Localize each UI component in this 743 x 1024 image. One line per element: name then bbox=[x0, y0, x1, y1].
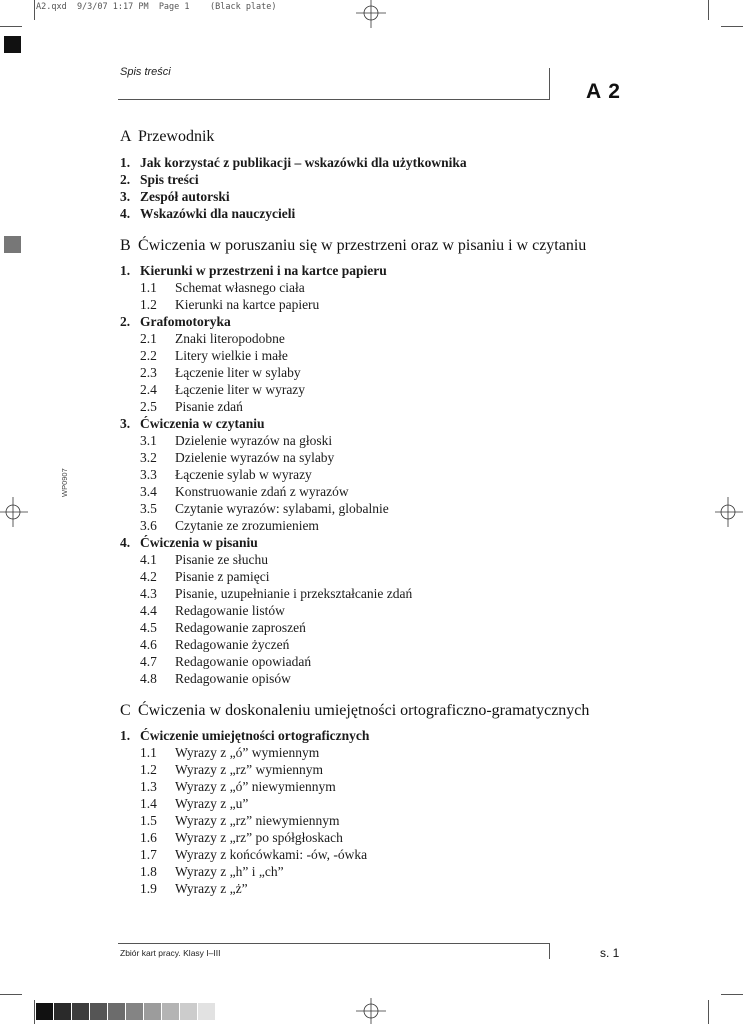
document-code: A 2 bbox=[586, 80, 621, 103]
crop-mark-bottom-right-v bbox=[708, 1000, 709, 1024]
toc-subitem bbox=[120, 778, 640, 795]
toc-subitem-label: Wyrazy z „ó” wymiennym bbox=[175, 745, 320, 760]
toc-subitem bbox=[120, 670, 640, 687]
toc-item-label: Wskazówki dla nauczycieli bbox=[140, 206, 296, 221]
toc-item-number: 1. bbox=[120, 263, 131, 278]
toc-subitem-number: 4.4 bbox=[140, 603, 157, 618]
toc-subitem-label: Kierunki na kartce papieru bbox=[175, 297, 320, 312]
toc-subitem-label: Schemat własnego ciała bbox=[175, 280, 305, 295]
toc-subitem-label: Redagowanie opowiadań bbox=[175, 654, 312, 669]
toc-item-number: 1. bbox=[120, 728, 131, 743]
toc-subitem-number: 4.7 bbox=[140, 654, 157, 669]
header-rule bbox=[118, 99, 550, 100]
toc-subitem-label: Pisanie z pamięci bbox=[175, 569, 270, 584]
toc-subitem-label: Wyrazy z „ż” bbox=[175, 881, 248, 896]
toc-subitem-label: Redagowanie listów bbox=[175, 603, 285, 618]
toc-subitem bbox=[120, 829, 640, 846]
toc-subitem-number: 4.1 bbox=[140, 552, 157, 567]
toc-subitem-number: 1.9 bbox=[140, 881, 157, 896]
toc-item bbox=[120, 262, 640, 279]
registration-target-right-icon bbox=[713, 497, 743, 527]
crop-mark-top-left bbox=[0, 26, 22, 27]
grayscale-calibration-bar bbox=[36, 1003, 216, 1020]
toc-subitem-number: 2.2 bbox=[140, 348, 157, 363]
toc-subitem bbox=[120, 585, 640, 602]
toc-item-number: 3. bbox=[120, 189, 131, 204]
table-of-contents bbox=[120, 127, 640, 897]
toc-subitem bbox=[120, 449, 640, 466]
toc-subitem-label: Wyrazy z „u” bbox=[175, 796, 249, 811]
gray-swatch bbox=[108, 1003, 125, 1020]
toc-subitem-label: Pisanie zdań bbox=[175, 399, 243, 414]
section-letter: A bbox=[120, 128, 132, 145]
toc-item-number: 2. bbox=[120, 172, 131, 187]
toc-item-label: Spis treści bbox=[140, 172, 199, 187]
toc-item bbox=[120, 727, 640, 744]
toc-subitem bbox=[120, 330, 640, 347]
toc-subitem-number: 2.4 bbox=[140, 382, 157, 397]
gray-swatch bbox=[90, 1003, 107, 1020]
toc-subitem-label: Redagowanie opisów bbox=[175, 671, 291, 686]
toc-subitem-number: 4.8 bbox=[140, 671, 157, 686]
toc-subitem-label: Wyrazy z „h” i „ch” bbox=[175, 864, 284, 879]
toc-subitem bbox=[120, 483, 640, 500]
toc-item-number: 2. bbox=[120, 314, 131, 329]
toc-subitem bbox=[120, 466, 640, 483]
side-code: WP0907 bbox=[60, 468, 69, 497]
toc-item bbox=[120, 534, 640, 551]
toc-subitem-label: Wyrazy z „rz” niewymiennym bbox=[175, 813, 340, 828]
registration-target-bottom-icon bbox=[356, 996, 386, 1024]
section-letter: B bbox=[120, 237, 131, 254]
crop-mark-top-right-v bbox=[708, 0, 709, 20]
toc-item-label: Ćwiczenia w czytaniu bbox=[140, 416, 265, 431]
toc-subitem bbox=[120, 636, 640, 653]
toc-subitem-number: 4.6 bbox=[140, 637, 157, 652]
toc-subitem-number: 3.6 bbox=[140, 518, 157, 533]
toc-subitem bbox=[120, 364, 640, 381]
gray-swatch bbox=[162, 1003, 179, 1020]
toc-subitem-label: Znaki literopodobne bbox=[175, 331, 285, 346]
toc-subitem bbox=[120, 744, 640, 761]
toc-subitem-label: Łączenie sylab w wyrazy bbox=[175, 467, 312, 482]
toc-item-label: Ćwiczenie umiejętności ortograficznych bbox=[140, 728, 370, 743]
crop-mark-top-left-v bbox=[34, 0, 35, 20]
toc-item-number: 3. bbox=[120, 416, 131, 431]
toc-item-number: 1. bbox=[120, 155, 131, 170]
toc-subitem-number: 3.4 bbox=[140, 484, 157, 499]
footer-rule-vertical bbox=[549, 943, 550, 959]
toc-item-number: 4. bbox=[120, 206, 131, 221]
toc-subitem-number: 2.1 bbox=[140, 331, 157, 346]
toc-subitem bbox=[120, 619, 640, 636]
toc-item-label: Ćwiczenia w pisaniu bbox=[140, 535, 258, 550]
page-number: s. 1 bbox=[600, 946, 620, 960]
toc-subitem-label: Łączenie liter w sylaby bbox=[175, 365, 301, 380]
toc-subitem-label: Konstruowanie zdań z wyrazów bbox=[175, 484, 349, 499]
gray-swatch bbox=[54, 1003, 71, 1020]
toc-subitem-label: Wyrazy z „rz” po spółgłoskach bbox=[175, 830, 343, 845]
toc-item-label: Grafomotoryka bbox=[140, 314, 231, 329]
section-title bbox=[120, 701, 640, 721]
gray-swatch bbox=[144, 1003, 161, 1020]
section-title-text: Ćwiczenia w poruszaniu się w przestrzeni oraz w pisaniu i w czytaniu bbox=[138, 237, 587, 254]
registration-square-gray bbox=[4, 236, 21, 253]
toc-subitem-number: 1.3 bbox=[140, 779, 157, 794]
toc-subitem bbox=[120, 347, 640, 364]
toc-subitem-label: Czytanie ze zrozumieniem bbox=[175, 518, 319, 533]
toc-subitem-number: 4.5 bbox=[140, 620, 157, 635]
toc-subitem-number: 1.4 bbox=[140, 796, 157, 811]
footer-label: Zbiór kart pracy. Klasy I–III bbox=[120, 948, 221, 958]
toc-subitem bbox=[120, 398, 640, 415]
toc-subitem-number: 1.8 bbox=[140, 864, 157, 879]
section-letter: C bbox=[120, 702, 131, 719]
toc-subitem-number: 3.2 bbox=[140, 450, 157, 465]
toc-subitem-label: Wyrazy z „ó” niewymiennym bbox=[175, 779, 336, 794]
toc-item bbox=[120, 188, 640, 205]
toc-subitem bbox=[120, 795, 640, 812]
toc-subitem-number: 3.5 bbox=[140, 501, 157, 516]
toc-subitem bbox=[120, 863, 640, 880]
toc-subitem bbox=[120, 381, 640, 398]
toc-subitem bbox=[120, 602, 640, 619]
toc-subitem-label: Dzielenie wyrazów na głoski bbox=[175, 433, 333, 448]
toc-subitem-label: Łączenie liter w wyrazy bbox=[175, 382, 306, 397]
section-title-text: Przewodnik bbox=[138, 128, 215, 145]
section-title-text: Ćwiczenia w doskonaleniu umiejętności ortograficzno-gramatycznych bbox=[138, 702, 590, 719]
header-label: Spis treści bbox=[120, 66, 171, 78]
toc-subitem bbox=[120, 551, 640, 568]
toc-subitem-label: Dzielenie wyrazów na sylaby bbox=[175, 450, 335, 465]
toc-subitem-label: Czytanie wyrazów: sylabami, globalnie bbox=[175, 501, 389, 516]
crop-mark-bottom-left-v bbox=[34, 1000, 35, 1024]
toc-subitem-label: Redagowanie zaproszeń bbox=[175, 620, 306, 635]
toc-subitem bbox=[120, 880, 640, 897]
section-title bbox=[120, 127, 640, 147]
toc-item bbox=[120, 313, 640, 330]
toc-subitem bbox=[120, 500, 640, 517]
toc-subitem-label: Pisanie, uzupełnianie i przekształcanie zdań bbox=[175, 586, 413, 601]
gray-swatch bbox=[180, 1003, 197, 1020]
toc-subitem-label: Wyrazy z „rz” wymiennym bbox=[175, 762, 323, 777]
toc-subitem bbox=[120, 568, 640, 585]
toc-item bbox=[120, 205, 640, 222]
toc-subitem-number: 1.1 bbox=[140, 280, 157, 295]
toc-subitem-number: 1.7 bbox=[140, 847, 157, 862]
toc-item bbox=[120, 154, 640, 171]
registration-target-left-icon bbox=[0, 497, 30, 527]
toc-subitem-number: 2.5 bbox=[140, 399, 157, 414]
toc-subitem-number: 4.3 bbox=[140, 586, 157, 601]
toc-subitem bbox=[120, 517, 640, 534]
gray-swatch bbox=[72, 1003, 89, 1020]
registration-target-top-icon bbox=[356, 0, 386, 30]
registration-square-black bbox=[4, 36, 21, 53]
toc-subitem-number: 1.5 bbox=[140, 813, 157, 828]
toc-item-label: Zespół autorski bbox=[140, 189, 230, 204]
toc-subitem-number: 1.6 bbox=[140, 830, 157, 845]
toc-subitem bbox=[120, 653, 640, 670]
crop-mark-bottom-left bbox=[0, 994, 22, 995]
toc-subitem-label: Pisanie ze słuchu bbox=[175, 552, 268, 567]
section-title bbox=[120, 236, 640, 256]
toc-item-number: 4. bbox=[120, 535, 131, 550]
toc-subitem-number: 1.2 bbox=[140, 762, 157, 777]
toc-subitem bbox=[120, 761, 640, 778]
gray-swatch bbox=[126, 1003, 143, 1020]
header-rule-vertical bbox=[549, 68, 550, 100]
toc-subitem bbox=[120, 846, 640, 863]
toc-subitem-number: 1.1 bbox=[140, 745, 157, 760]
toc-subitem-number: 4.2 bbox=[140, 569, 157, 584]
toc-subitem bbox=[120, 432, 640, 449]
toc-subitem-number: 3.1 bbox=[140, 433, 157, 448]
toc-item bbox=[120, 171, 640, 188]
gray-swatch bbox=[36, 1003, 53, 1020]
toc-subitem-number: 3.3 bbox=[140, 467, 157, 482]
toc-subitem-number: 1.2 bbox=[140, 297, 157, 312]
toc-item bbox=[120, 415, 640, 432]
footer-rule bbox=[118, 943, 550, 944]
toc-subitem-label: Redagowanie życzeń bbox=[175, 637, 290, 652]
toc-item-label: Jak korzystać z publikacji – wskazówki dla użytkownika bbox=[140, 155, 467, 170]
toc-subitem bbox=[120, 279, 640, 296]
crop-mark-bottom-right bbox=[721, 994, 743, 995]
gray-swatch bbox=[198, 1003, 215, 1020]
print-slug: A2.qxd 9/3/07 1:17 PM Page 1 (Black plate) bbox=[36, 2, 277, 12]
crop-mark-top-right bbox=[721, 26, 743, 27]
toc-subitem-label: Litery wielkie i małe bbox=[175, 348, 288, 363]
toc-item-label: Kierunki w przestrzeni i na kartce papieru bbox=[140, 263, 387, 278]
toc-subitem-number: 2.3 bbox=[140, 365, 157, 380]
toc-subitem bbox=[120, 296, 640, 313]
toc-subitem-label: Wyrazy z końcówkami: -ów, -ówka bbox=[175, 847, 368, 862]
toc-subitem bbox=[120, 812, 640, 829]
